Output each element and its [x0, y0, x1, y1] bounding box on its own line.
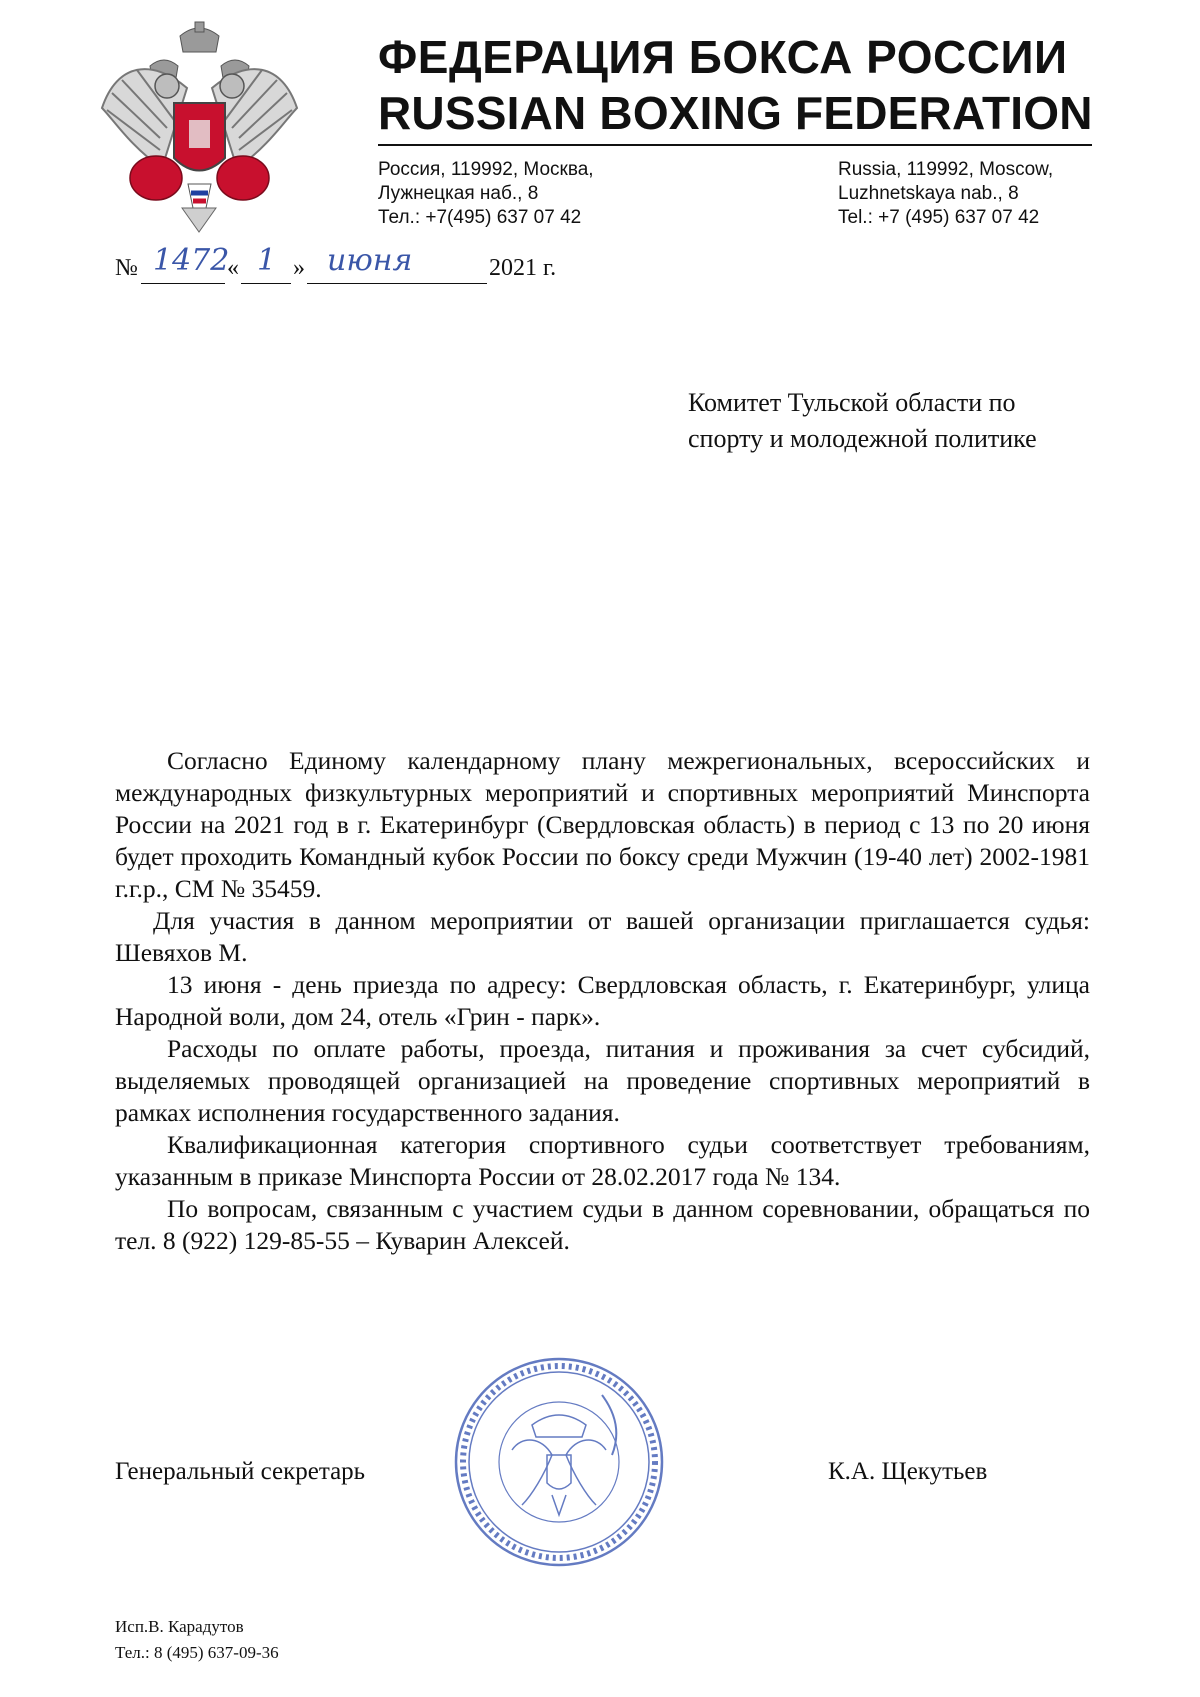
- body-paragraph: Квалификационная категория спортивного судьи соответствует требованиям, указанным в приказе Минспорта России от 28.02.2017 года № 134.: [115, 1130, 1090, 1191]
- address-en-line: Luzhnetskaya nab., 8: [838, 183, 1019, 204]
- body-paragraph: 13 июня - день приезда по адресу: Свердловская область, г. Екатеринбург, улица Народной воли, дом 24, отель «Грин - парк».: [115, 970, 1090, 1031]
- letterhead-divider: [378, 144, 1092, 146]
- address-ru-line: Лужнецкая наб., 8: [378, 183, 539, 204]
- body-paragraph: По вопросам, связанным с участием судьи в данном соревновании, обращаться по тел. 8 (922) 129-85-55 – Куварин Алексей.: [115, 1194, 1090, 1255]
- addressee-block: [688, 385, 1037, 457]
- organization-name-ru: ФЕДЕРАЦИЯ БОКСА РОССИИ: [378, 31, 1068, 83]
- organization-round-stamp-icon: [452, 1355, 667, 1570]
- address-en-line: Russia, 119992, Moscow,: [838, 159, 1054, 180]
- open-quote: «: [227, 255, 239, 281]
- number-blank: [141, 283, 225, 284]
- addressee-line: спорту и молодежной политике: [688, 424, 1037, 453]
- handwritten-number: 1472: [153, 243, 230, 278]
- double-headed-eagle-emblem-icon: [92, 18, 307, 236]
- handwritten-day: 1: [257, 243, 277, 278]
- signatory-name: К.А. Щекутьев: [828, 1458, 988, 1485]
- letter-body: [115, 745, 1090, 1257]
- body-paragraph: Расходы по оплате работы, проезда, питания и проживания за счет субсидий, выделяемых проводящей организацией на проведение спортивных мероприятий в рамках исполнения государственного задания.: [115, 1034, 1090, 1127]
- document-reference-line: [115, 243, 675, 289]
- address-block-ru: [378, 158, 594, 230]
- address-block-en: [838, 158, 1053, 230]
- signatory-position: Генеральный секретарь: [115, 1458, 366, 1485]
- number-sign: №: [115, 255, 138, 281]
- month-blank: [307, 283, 487, 284]
- address-ru-line: Россия, 119992, Москва,: [378, 159, 594, 180]
- address-en-line: Tel.: +7 (495) 637 07 42: [838, 207, 1040, 228]
- address-ru-line: Тел.: +7(495) 637 07 42: [378, 207, 582, 228]
- executor-phone: Тел.: 8 (495) 637-09-36: [115, 1643, 279, 1662]
- close-quote: »: [293, 255, 305, 281]
- year-text: 2021 г.: [489, 255, 557, 281]
- body-paragraph: Согласно Единому календарному плану межрегиональных, всероссийских и международных физкультурных мероприятий и спортивных мероприятий Минспорта России на 2021 год в г. Екатеринбург (Свердловская область) в период с 13 по 20 июня будет проходить Командный кубок России по боксу среди Мужчин (19-40 лет) 2002-1981 г.г.р., СМ № 35459.: [115, 746, 1090, 903]
- handwritten-month: июня: [327, 243, 413, 278]
- addressee-line: Комитет Тульской области по: [688, 388, 1016, 417]
- day-blank: [241, 283, 291, 284]
- executor-name: Исп.В. Карадутов: [115, 1617, 244, 1636]
- body-paragraph: Для участия в данном мероприятии от вашей организации приглашается судья: Шевяхов М.: [115, 906, 1090, 967]
- organization-name-en: RUSSIAN BOXING FEDERATION: [378, 87, 1093, 139]
